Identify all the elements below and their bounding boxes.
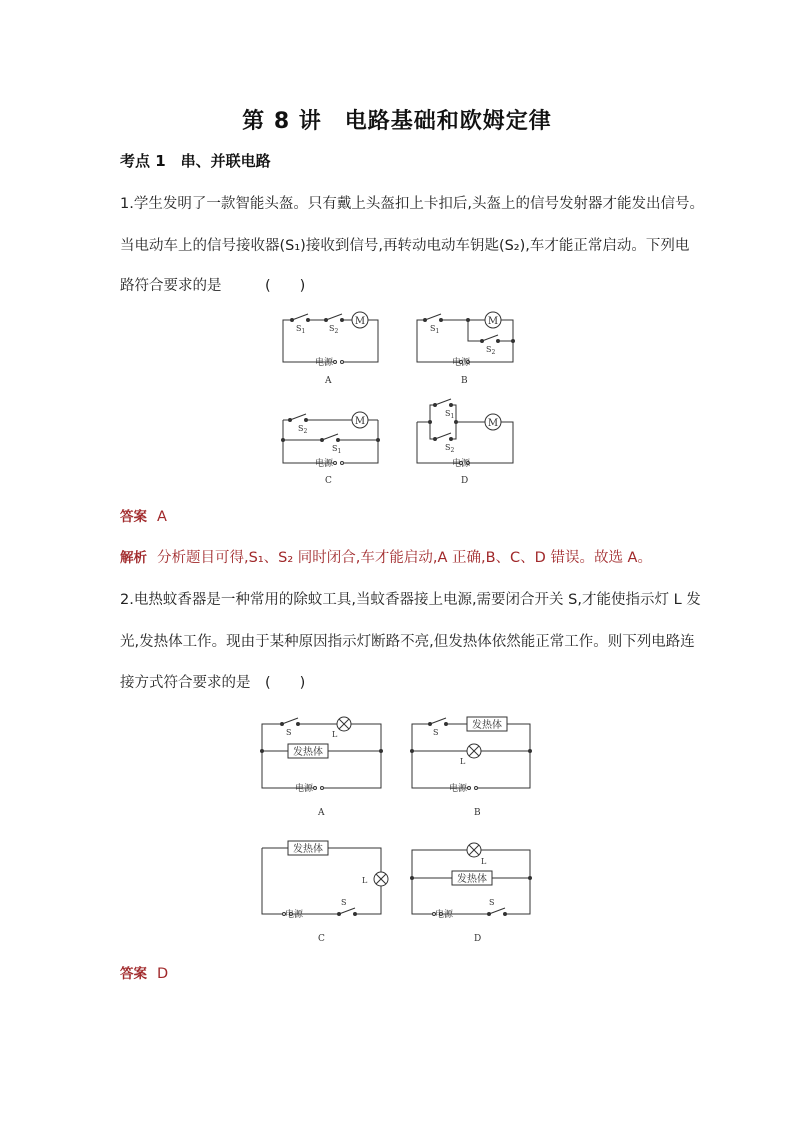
svg-text:电源: 电源 [452, 459, 471, 469]
q1-line-2: 当电动车上的信号接收器(S₁)接收到信号,再转动电动车钥匙(S₂),车才能正常启动。下列电 [120, 238, 690, 254]
svg-text:B: B [474, 808, 481, 818]
svg-text:电源: 电源 [435, 910, 454, 920]
svg-text:M: M [354, 416, 366, 427]
q1-line-1: 1.学生发明了一款智能头盔。只有戴上头盔扣上卡扣后,头盔上的信号发射器才能发出信号。 [120, 196, 704, 212]
q1-circuit-diagrams [270, 305, 530, 490]
svg-text:A: A [325, 376, 332, 386]
q2-circuit-a [261, 717, 383, 818]
svg-text:C: C [318, 934, 325, 944]
analysis-label: 解析 [120, 550, 147, 566]
svg-text:S1: $S_1$ [332, 444, 342, 455]
svg-text:发热体: 发热体 [293, 747, 323, 758]
svg-text:L: L [460, 757, 466, 766]
svg-text:B: B [461, 376, 468, 386]
q2-circuit-diagrams [255, 708, 545, 948]
svg-text:S1: $S_1$ [445, 409, 455, 420]
q2-answer [120, 962, 168, 982]
svg-text:S: S [341, 898, 347, 907]
svg-text:M: M [354, 316, 366, 327]
svg-text:S2: $S_2$ [445, 443, 455, 454]
q1-circuit-c [282, 412, 380, 486]
svg-text:S: S [433, 728, 439, 737]
section-heading: 考点 1 串、并联电路 [120, 152, 271, 170]
q1-circuit-a [283, 312, 378, 386]
svg-text:M: M [487, 418, 499, 429]
q1-answer [120, 505, 167, 525]
q2-line-1: 2.电热蚊香器是一种常用的除蚊工具,当蚊香器接上电源,需要闭合开关 S,才能使指示灯 L 发 [120, 592, 701, 608]
svg-text:电源: 电源 [295, 784, 314, 794]
q1-circuit-d [417, 399, 513, 486]
q2-circuit-b [411, 717, 532, 818]
svg-text:S1: $S_1$ [296, 324, 306, 335]
q2-line-2: 光,发热体工作。现由于某种原因指示灯断路不亮,但发热体依然能正常工作。则下列电路连 [120, 634, 695, 650]
svg-text:C: C [325, 476, 332, 486]
answer-label: 答案 [120, 509, 147, 525]
svg-text:发热体: 发热体 [472, 720, 502, 731]
svg-text:L: L [362, 876, 368, 885]
q1-analysis [120, 546, 652, 567]
svg-text:L: L [481, 857, 487, 866]
q2-circuit-d [411, 843, 532, 944]
svg-text:电源: 电源 [315, 459, 334, 469]
svg-text:S1: $S_1$ [430, 324, 440, 335]
svg-text:S2: $S_2$ [329, 324, 339, 335]
svg-text:电源: 电源 [449, 784, 468, 794]
q1-line-3: 路符合要求的是 ( ) [120, 278, 306, 294]
svg-text:S: S [286, 728, 292, 737]
svg-text:A: A [318, 808, 325, 818]
svg-text:电源: 电源 [315, 358, 334, 368]
svg-text:电源: 电源 [285, 910, 304, 920]
answer-label: 答案 [120, 966, 147, 982]
svg-text:M: M [487, 316, 499, 327]
svg-text:发热体: 发热体 [457, 874, 487, 885]
svg-text:S2: $S_2$ [298, 424, 308, 435]
q1-circuit-b [417, 312, 515, 386]
q2-circuit-c [262, 841, 388, 944]
svg-text:电源: 电源 [452, 358, 471, 368]
svg-text:L: L [332, 730, 338, 739]
svg-text:发热体: 发热体 [293, 844, 323, 855]
svg-text:D: D [461, 476, 469, 486]
svg-text:S: S [489, 898, 495, 907]
analysis-text: 分析题目可得,S₁、S₂ 同时闭合,车才能启动,A 正确,B、C、D 错误。故选 A。 [157, 550, 652, 566]
svg-text:S2: $S_2$ [486, 345, 496, 356]
page-title: 第 8 讲 电路基础和欧姆定律 [242, 109, 552, 134]
answer-value: D [157, 966, 169, 982]
answer-value: A [157, 509, 167, 525]
svg-text:D: D [474, 934, 482, 944]
q2-line-3: 接方式符合要求的是 ( ) [120, 675, 306, 691]
